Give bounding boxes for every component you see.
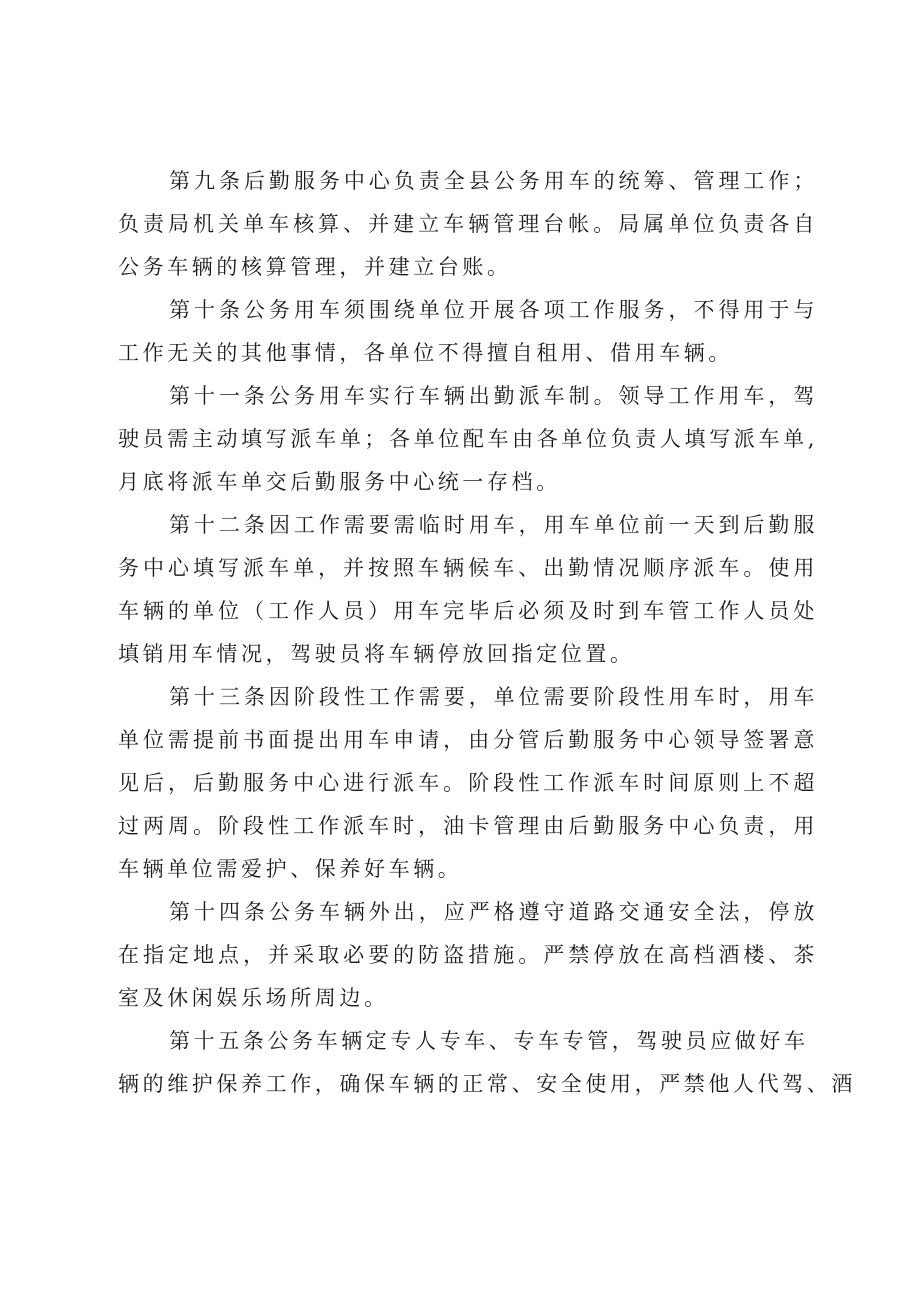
article-12-paragraph: 第十二条因工作需要需临时用车，用车单位前一天到后勤服务中心填写派车单，并按照车辆候车、出勤情况顺序派车。使用车辆的单位（工作人员）用车完毕后必须及时到车管工作人员处填销用车情况，驾驶员将车辆停放回指定位置。 [118, 513, 818, 666]
article-15-line-1: 第十五条公务车辆定专人专车、专车专管，驾驶员应做好车 [169, 1029, 809, 1053]
document-body [118, 160, 856, 1106]
article-15-line-2: 辆的维护保养工作，确保车辆的正常、安全使用，严禁他人代驾、酒 [118, 1072, 856, 1096]
article-9-paragraph: 第九条后勤服务中心负责全县公务用车的统筹、管理工作；负责局机关单车核算、并建立车辆管理台帐。局属单位负责各自公务车辆的核算管理，并建立台账。 [118, 169, 818, 279]
article-13-paragraph: 第十三条因阶段性工作需要，单位需要阶段性用车时，用车单位需提前书面提出用车申请，由分管后勤服务中心领导签署意见后，后勤服务中心进行派车。阶段性工作派车时间原则上不超过两周。阶段性工作派车时，油卡管理由后勤服务中心负责，用车辆单位需爱护、保养好车辆。 [118, 685, 818, 881]
article-10-paragraph: 第十条公务用车须围绕单位开展各项工作服务，不得用于与工作无关的其他事情，各单位不得擅自租用、借用车辆。 [118, 298, 818, 365]
article-15-paragraph [118, 1020, 856, 1106]
article-11-paragraph: 第十一条公务用车实行车辆出勤派车制。领导工作用车，驾驶员需主动填写派车单；各单位配车由各单位负责人填写派车单,月底将派车单交后勤服务中心统一存档。 [118, 384, 818, 494]
article-14-paragraph: 第十四条公务车辆外出，应严格遵守道路交通安全法，停放在指定地点，并采取必要的防盗措施。严禁停放在高档酒楼、茶室及休闲娱乐场所周边。 [118, 900, 818, 1010]
